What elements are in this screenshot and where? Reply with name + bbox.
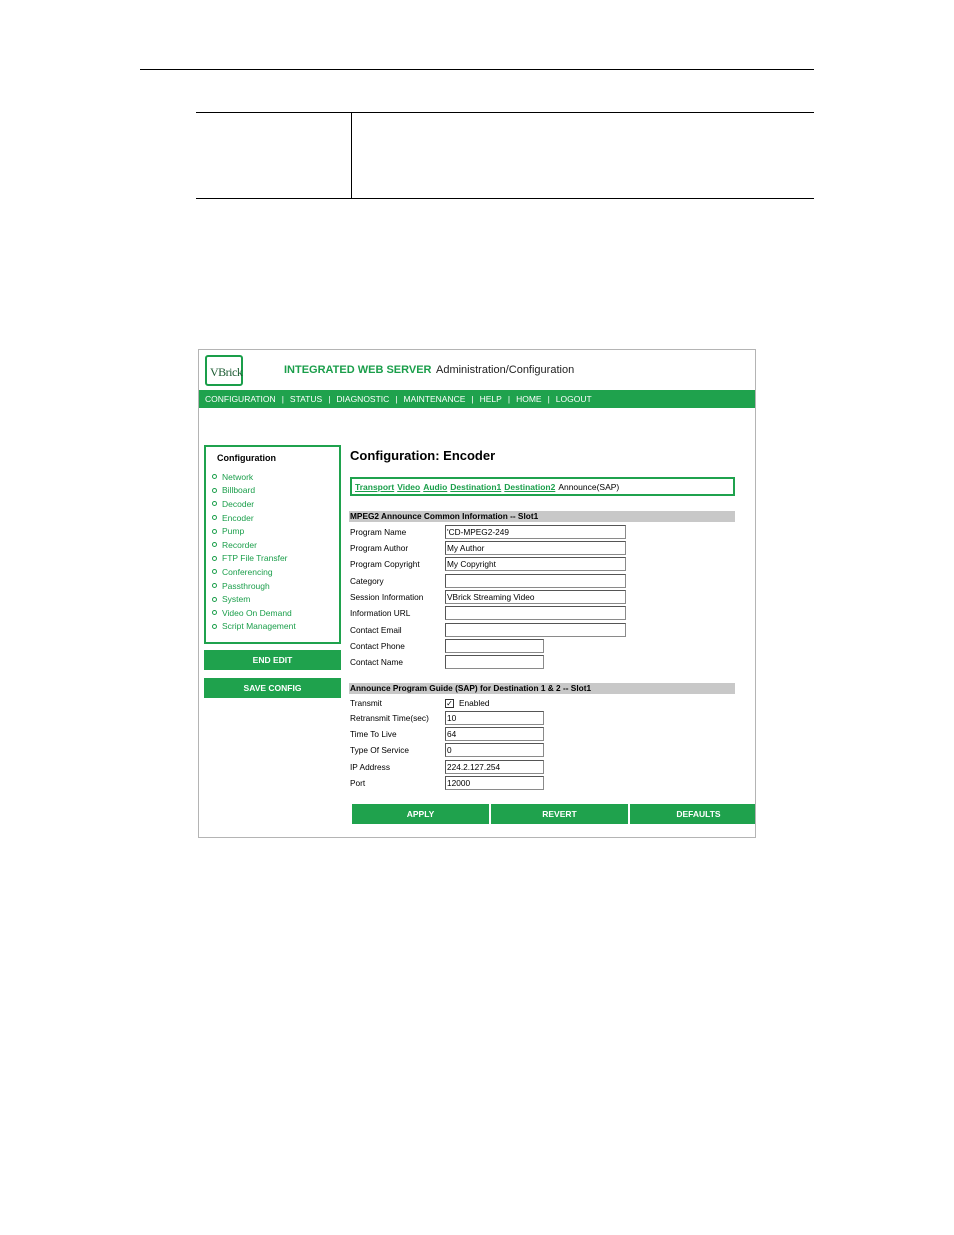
field-label: Session Information	[350, 592, 424, 602]
nav-separator: |	[328, 394, 331, 404]
sidebar-item-recorder[interactable]	[212, 538, 296, 552]
sidebar-item-encoder[interactable]	[212, 511, 296, 525]
sidebar-item-label: Script Management	[222, 621, 296, 632]
nav-separator: |	[547, 394, 550, 404]
tab-transport[interactable]: Transport	[355, 481, 395, 492]
sidebar-item-decoder[interactable]	[212, 497, 296, 511]
sidebar-item-label: Network	[222, 471, 254, 482]
field-label: Program Copyright	[350, 559, 420, 569]
nav-help[interactable]: HELP	[479, 394, 502, 404]
program-name-input[interactable]: 'CD-MPEG2-249	[445, 525, 626, 539]
field-label: Information URL	[350, 608, 411, 618]
page-top-rule	[140, 69, 814, 70]
sidebar-item-billboard[interactable]	[212, 484, 296, 498]
sidebar-config-menu	[204, 445, 341, 644]
form-row-contact-name	[350, 654, 544, 670]
sidebar-item-video-on-demand[interactable]	[212, 606, 296, 620]
page-title: Configuration: Encoder	[350, 448, 496, 463]
ip-address-input[interactable]: 224.2.127.254	[445, 760, 544, 774]
field-label: Port	[350, 778, 366, 788]
field-label: Contact Name	[350, 657, 404, 667]
defaults-button[interactable]: DEFAULTS	[630, 804, 756, 824]
section-heading-sap-guide: Announce Program Guide (SAP) for Destination 1 & 2 -- Slot1	[349, 683, 735, 694]
contact-name-input[interactable]	[445, 655, 544, 669]
form-row-program-name	[350, 524, 626, 540]
bullet-icon	[212, 488, 217, 493]
category-input[interactable]	[445, 574, 626, 588]
nav-logout[interactable]: LOGOUT	[555, 394, 592, 404]
sidebar-item-system[interactable]	[212, 592, 296, 606]
field-label: Program Name	[350, 527, 407, 537]
bullet-icon	[212, 529, 217, 534]
bullet-icon	[212, 474, 217, 479]
field-label: Transmit	[350, 698, 382, 708]
tab-video[interactable]: Video	[397, 481, 421, 492]
field-label: Retransmit Time(sec)	[350, 713, 429, 723]
product-title: INTEGRATED WEB SERVER	[284, 364, 432, 376]
field-label: IP Address	[350, 762, 390, 772]
field-label: Program Author	[350, 543, 409, 553]
sidebar-item-script-management[interactable]	[212, 620, 296, 634]
transmit-checkbox-group	[445, 698, 489, 708]
top-nav-bar	[199, 390, 755, 408]
retransmit-time-input[interactable]: 10	[445, 711, 544, 725]
bullet-icon	[212, 569, 217, 574]
end-edit-button[interactable]: END EDIT	[204, 650, 341, 670]
nav-maintenance[interactable]: MAINTENANCE	[403, 394, 466, 404]
sidebar-item-label: Conferencing	[222, 566, 273, 577]
sidebar-item-label: Recorder	[222, 539, 257, 550]
form-row-contact-email	[350, 622, 626, 638]
form-row-transmit	[350, 695, 489, 711]
sidebar-item-label: System	[222, 594, 251, 605]
program-author-input[interactable]: My Author	[445, 541, 626, 555]
revert-button[interactable]: REVERT	[491, 804, 628, 824]
nav-separator: |	[471, 394, 474, 404]
bullet-icon	[212, 515, 217, 520]
information-url-input[interactable]	[445, 606, 626, 620]
time-to-live-input[interactable]: 64	[445, 727, 544, 741]
port-input[interactable]: 12000	[445, 776, 544, 790]
field-label: Category	[350, 576, 384, 586]
sidebar-item-passthrough[interactable]	[212, 579, 296, 593]
form-row-session-information	[350, 589, 626, 605]
form-row-type-of-service	[350, 742, 544, 758]
sidebar-item-label: Billboard	[222, 485, 256, 496]
bullet-icon	[212, 542, 217, 547]
nav-diagnostic[interactable]: DIAGNOSTIC	[336, 394, 390, 404]
contact-email-input[interactable]	[445, 623, 626, 637]
transmit-enabled-checkbox[interactable]: ✓	[446, 698, 453, 708]
sidebar-list	[212, 470, 296, 633]
form-row-program-author	[350, 540, 626, 556]
form-row-program-copyright	[350, 556, 626, 572]
bullet-icon	[212, 501, 217, 506]
bullet-icon	[212, 624, 217, 629]
form-row-category	[350, 573, 626, 589]
sidebar-item-conferencing[interactable]	[212, 565, 296, 579]
form-row-port	[350, 775, 544, 791]
apply-button[interactable]: APPLY	[352, 804, 489, 824]
form-row-information-url	[350, 605, 626, 621]
field-label: Type Of Service	[350, 745, 410, 755]
nav-separator: |	[395, 394, 398, 404]
web-server-screenshot	[198, 349, 756, 838]
header-subtitle: Administration/Configuration	[436, 364, 575, 376]
nav-separator: |	[281, 394, 284, 404]
sidebar-item-ftp-file-transfer[interactable]	[212, 552, 296, 566]
tab-destination2[interactable]: Destination2	[504, 481, 556, 492]
nav-separator: |	[507, 394, 511, 404]
vbrick-logo	[205, 355, 243, 386]
table-column-divider	[351, 113, 352, 198]
session-information-input[interactable]: VBrick Streaming Video	[445, 590, 626, 604]
tab-audio[interactable]: Audio	[423, 481, 448, 492]
nav-status[interactable]: STATUS	[289, 394, 323, 404]
encoder-tabs	[350, 477, 735, 496]
bullet-icon	[212, 556, 217, 561]
sidebar-item-label: Video On Demand	[222, 607, 292, 618]
tab-destination1[interactable]: Destination1	[450, 481, 502, 492]
bullet-icon	[212, 583, 217, 588]
sidebar-item-label: Decoder	[222, 498, 255, 509]
save-config-button[interactable]: SAVE CONFIG	[204, 678, 341, 698]
logo-text: VBrick	[210, 365, 243, 379]
tab-announce-sap: Announce(SAP)	[558, 481, 620, 492]
sidebar-item-label: Pump	[222, 526, 245, 537]
section-heading-common-info: MPEG2 Announce Common Information -- Slot1	[349, 511, 735, 522]
checkbox-label: Enabled	[459, 698, 490, 708]
document-table	[196, 112, 814, 199]
bullet-icon	[212, 597, 217, 602]
form-row-time-to-live	[350, 726, 544, 742]
sidebar-item-label: Encoder	[222, 512, 254, 523]
form-row-ip-address	[350, 759, 544, 775]
form-row-contact-phone	[350, 638, 544, 654]
sidebar-item-label: Passthrough	[222, 580, 270, 591]
nav-home[interactable]: HOME	[516, 394, 542, 404]
bullet-icon	[212, 610, 217, 615]
form-row-retransmit-time	[350, 710, 544, 726]
sidebar-item-network[interactable]	[212, 470, 296, 484]
sidebar-title: Configuration	[217, 453, 276, 463]
type-of-service-input[interactable]: 0	[445, 743, 544, 757]
field-label: Time To Live	[350, 729, 397, 739]
field-label: Contact Phone	[350, 641, 405, 651]
contact-phone-input[interactable]	[445, 639, 544, 653]
field-label: Contact Email	[350, 625, 402, 635]
sidebar-item-label: FTP File Transfer	[222, 553, 288, 564]
sidebar-item-pump[interactable]	[212, 524, 296, 538]
nav-configuration[interactable]: CONFIGURATION	[205, 394, 276, 404]
program-copyright-input[interactable]: My Copyright	[445, 557, 626, 571]
